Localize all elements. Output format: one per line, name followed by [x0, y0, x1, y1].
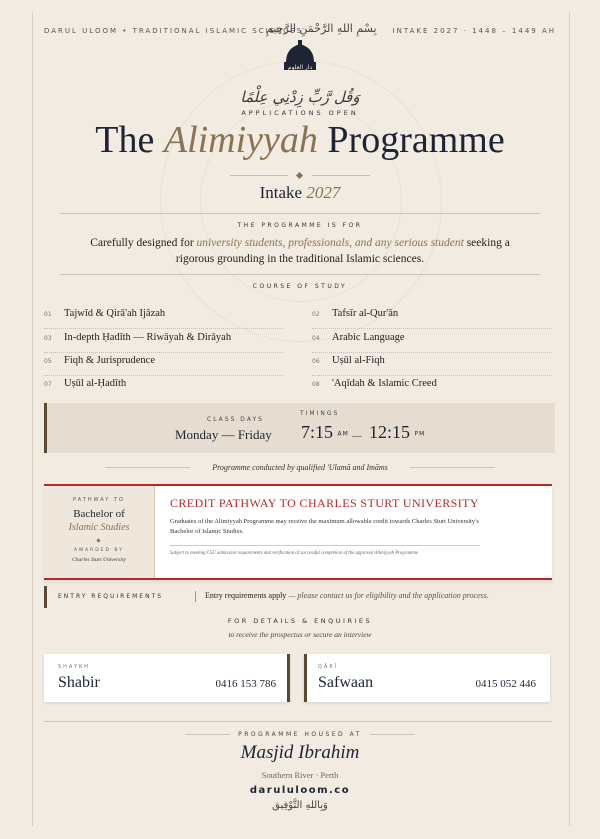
course-name: Uṣūl al-Fiqh — [332, 355, 385, 366]
applications-open: APPLICATIONS OPEN — [241, 109, 359, 117]
credit-pathway-card — [44, 484, 552, 580]
details-sub: to receive the prospectus or secure an interview — [228, 630, 372, 639]
course-num: 02 — [312, 311, 320, 318]
website-link[interactable]: darululoom.co — [249, 785, 351, 796]
start-time-value: 7:15 — [301, 422, 334, 442]
course-name: Uṣūl al-Ḥadīth — [64, 378, 127, 389]
contact-role: QĀRĪ — [318, 664, 339, 670]
masjid-location: Southern River · Perth — [261, 770, 339, 780]
divider — [44, 721, 552, 722]
end-ampm: PM — [414, 430, 426, 438]
start-time — [301, 422, 349, 443]
housed-label: PROGRAMME HOUSED AT — [238, 731, 362, 738]
timings-label: TIMINGS — [300, 410, 340, 417]
contact-phone[interactable]: 0415 052 446 — [475, 678, 536, 690]
divider-line — [230, 175, 288, 176]
for-em: university students, professionals, and any serious student — [196, 237, 464, 249]
course-name: Arabic Language — [332, 332, 405, 343]
class-schedule — [44, 403, 555, 453]
contact-card-safwaan[interactable] — [304, 654, 550, 702]
course-item — [312, 330, 552, 353]
course-item — [312, 306, 552, 329]
entry-text — [205, 591, 489, 600]
contact-name: Safwaan — [318, 674, 374, 691]
contact-phone[interactable]: 0416 153 786 — [215, 678, 276, 690]
course-num: 08 — [312, 381, 320, 388]
course-item — [44, 306, 284, 329]
time-dash — [352, 436, 362, 437]
csu-label: Charles Sturt University — [72, 557, 126, 563]
for-post: seeking a rigorous grounding in the traditional Islamic sciences. — [175, 237, 510, 265]
top-bar — [44, 24, 556, 40]
entry-main: Entry requirements apply — [205, 591, 287, 600]
end-time — [369, 422, 425, 443]
dome-logo-icon — [276, 40, 324, 76]
course-name: In-depth Ḥadīth — Riwāyah & Dirāyah — [64, 332, 232, 343]
title-alimiyyah: Alimiyyah — [163, 119, 318, 161]
credit-fine-print: Subject to meeting CSU admission requirements and verification of successful completion of the approved Alimiyyah Programme. — [170, 551, 420, 556]
contact-name: Shabir — [58, 674, 100, 691]
header-left: DARUL ULOOM • TRADITIONAL ISLAMIC SCIENCES — [44, 27, 304, 35]
divider — [60, 274, 540, 275]
islamic-studies-label: Islamic Studies — [68, 522, 130, 533]
course-item — [44, 330, 284, 353]
course-item — [44, 353, 284, 376]
logo-text: دار العلوم — [287, 64, 313, 71]
course-num: 05 — [44, 358, 52, 365]
divider — [60, 213, 540, 214]
class-days: Monday — Friday — [175, 427, 272, 442]
arabic-verse: وَقُل رَّبِّ زِدْنِي عِلْمًا — [240, 88, 360, 106]
title-the: The — [95, 119, 155, 161]
contact-role: SHAYKH — [58, 664, 91, 670]
course-name: Fiqh & Jurisprudence — [64, 355, 155, 366]
for-label: THE PROGRAMME IS FOR — [237, 222, 363, 229]
awarded-by-label: AWARDED BY — [73, 548, 125, 553]
entry-requirements — [44, 586, 555, 608]
header-arabic: بِسْمِ اللهِ الرَّحْمَنِ الرَّحِيمِ — [266, 22, 377, 35]
course-name: Tafsīr al-Qur'ān — [332, 308, 399, 319]
masjid-name: Masjid Ibrahim — [240, 742, 360, 763]
divider-line — [312, 175, 370, 176]
entry-em: — please contact us for eligibility and the application process. — [286, 591, 489, 600]
conducted-by: Programme conducted by qualified 'Ulamā and Imāms — [212, 463, 388, 472]
page-title — [0, 118, 600, 162]
contact-card-shabir[interactable] — [44, 654, 290, 702]
diamond-icon — [96, 538, 100, 542]
title-programme: Programme — [327, 119, 505, 161]
course-item — [44, 376, 284, 398]
credit-badge — [44, 486, 155, 578]
course-item — [312, 376, 552, 398]
for-text — [80, 235, 520, 267]
course-num: 03 — [44, 335, 52, 342]
arabic-closing: وَبِاللهِ التَّوْفِيق — [272, 800, 328, 811]
course-num: 04 — [312, 335, 320, 342]
course-name: Tajwīd & Qirā'ah Ijāzah — [64, 308, 166, 319]
header-right: INTAKE 2027 · 1448 – 1449 AH — [392, 27, 556, 35]
course-num: 06 — [312, 358, 320, 365]
course-num: 07 — [44, 381, 52, 388]
course-num: 01 — [44, 311, 52, 318]
start-ampm: AM — [337, 430, 349, 438]
intake-label: Intake — [259, 183, 303, 202]
course-item — [312, 353, 552, 376]
end-time-value: 12:15 — [369, 422, 411, 442]
entry-label: ENTRY REQUIREMENTS — [58, 593, 164, 600]
intake-year: 2027 — [306, 183, 341, 202]
bachelor-label: Bachelor of — [73, 508, 125, 520]
credit-description: Graduates of the Alimiyyah Programme may receive the maximum allowable credit towards Charles Sturt University's Bachelor of Islamic Studies. — [170, 518, 479, 535]
separator — [195, 591, 196, 602]
credit-title: CREDIT PATHWAY TO CHARLES STURT UNIVERSITY — [170, 496, 479, 510]
class-days-label: CLASS DAYS — [207, 416, 264, 423]
accent-bar — [287, 654, 290, 702]
divider — [170, 545, 480, 546]
pathway-label: PATHWAY TO — [73, 497, 125, 503]
accent-bar — [304, 654, 307, 702]
details-label: FOR DETAILS & ENQUIRIES — [227, 617, 373, 625]
course-name: 'Aqīdah & Islamic Creed — [332, 378, 437, 389]
courses-label: COURSE OF STUDY — [252, 283, 348, 290]
intake-line — [0, 183, 600, 203]
for-pre: Carefully designed for — [90, 237, 197, 249]
